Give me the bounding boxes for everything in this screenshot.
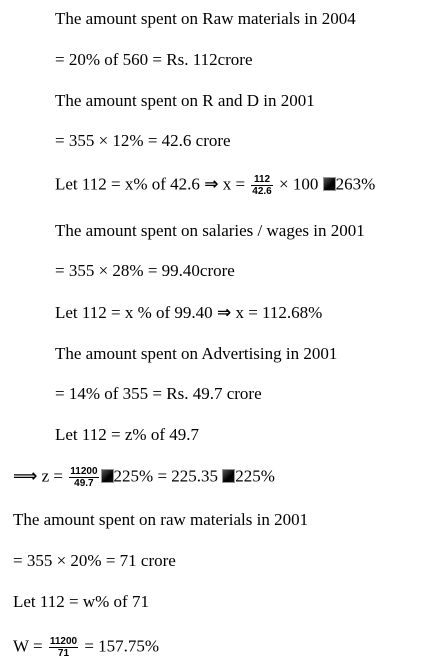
fraction-denominator: 42.6 bbox=[252, 186, 272, 197]
approx-symbol-icon bbox=[101, 469, 114, 483]
text-segment: 263% bbox=[335, 174, 376, 194]
text-line-15: Let 112 = w% of 71 bbox=[13, 592, 149, 611]
text-line-1: The amount spent on Raw materials in 2004 bbox=[55, 9, 356, 28]
text-line-3: The amount spent on R and D in 2001 bbox=[55, 91, 315, 110]
text-segment: z = bbox=[37, 466, 68, 486]
implies-arrow: ⇒ bbox=[216, 303, 232, 323]
implies-arrow: ⇒ bbox=[204, 174, 219, 195]
text-segment: x = bbox=[218, 174, 250, 194]
text-line-4: = 355 × 12% = 42.6 crore bbox=[55, 131, 231, 150]
text-segment: x = 112.68% bbox=[231, 303, 323, 322]
approx-symbol-icon bbox=[323, 177, 336, 191]
text-line-9: The amount spent on Advertising in 2001 bbox=[55, 344, 338, 363]
fraction-numerator: 112 bbox=[253, 174, 271, 185]
text-line-5 bbox=[55, 174, 375, 197]
fraction-numerator: 11200 bbox=[49, 636, 78, 647]
fraction bbox=[251, 174, 272, 197]
text-line-16 bbox=[13, 636, 159, 659]
text-line-10: = 14% of 355 = Rs. 49.7 crore bbox=[55, 384, 262, 403]
text-segment: 225% bbox=[235, 466, 275, 486]
fraction-numerator: 11200 bbox=[70, 466, 98, 477]
text-line-13: The amount spent on raw materials in 2001 bbox=[13, 510, 309, 529]
text-segment: Let 112 = x% of 42.6 bbox=[55, 174, 205, 194]
text-line-2: = 20% of 560 = Rs. 112crore bbox=[55, 50, 253, 69]
text-segment: 225% = 225.35 bbox=[113, 466, 223, 486]
text-line-12 bbox=[13, 466, 275, 489]
text-line-11: Let 112 = z% of 49.7 bbox=[55, 425, 199, 444]
approx-symbol-icon bbox=[222, 469, 235, 483]
text-line-7: = 355 × 28% = 99.40crore bbox=[55, 261, 235, 280]
text-segment: × 100 bbox=[274, 174, 323, 194]
text-line-8 bbox=[55, 303, 322, 323]
fraction bbox=[49, 636, 78, 659]
text-line-14: = 355 × 20% = 71 crore bbox=[13, 551, 176, 570]
text-segment: W = bbox=[13, 636, 47, 656]
fraction-denominator: 49.7 bbox=[69, 477, 98, 489]
fraction bbox=[69, 466, 98, 489]
fraction-denominator: 71 bbox=[49, 647, 78, 659]
text-line-6: The amount spent on salaries / wages in 2001 bbox=[55, 221, 365, 240]
text-segment: = 157.75% bbox=[80, 636, 160, 656]
text-segment: Let 112 = x % of 99.40 bbox=[55, 303, 217, 322]
implies-arrow: ⟹ bbox=[13, 466, 38, 487]
